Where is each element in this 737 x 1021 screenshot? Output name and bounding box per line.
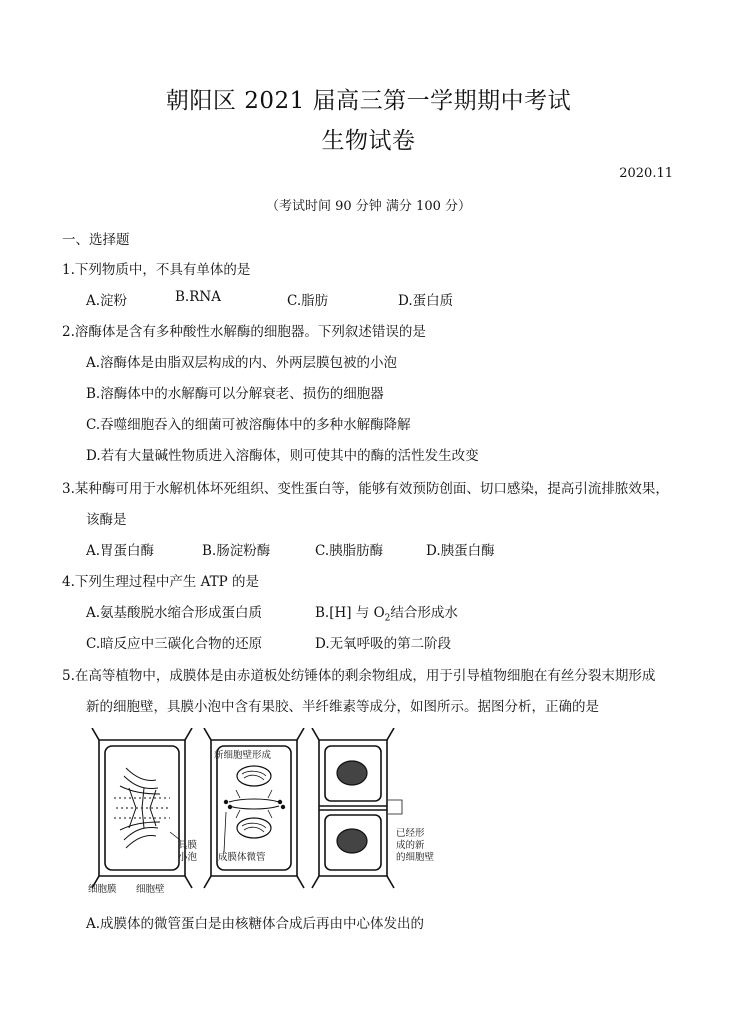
panel1-wall-right bbox=[185, 728, 192, 888]
label-new-wall-forming: 新细胞壁形成 bbox=[214, 750, 272, 761]
label-formed-wall-line2: 成的新 bbox=[396, 840, 425, 851]
panel2-wall-left bbox=[204, 728, 211, 888]
exam-date: 2020.11 bbox=[619, 166, 673, 181]
q1-stem: 1.下列物质中，不具有单体的是 bbox=[62, 262, 251, 278]
exam-note: （考试时间 90 分钟 满分 100 分） bbox=[265, 199, 472, 214]
q3-stem-cont: 该酶是 bbox=[86, 512, 127, 528]
q3-option-a: A.胃蛋白酶 bbox=[86, 543, 155, 559]
label-cell-wall: 细胞壁 bbox=[136, 884, 165, 895]
q1-option-b: B.RNA bbox=[175, 289, 221, 305]
exam-subtitle: 生物试卷 bbox=[321, 128, 416, 154]
q2-option-c: C.吞噬细胞吞入的细菌可被溶酶体中的多种水解酶降解 bbox=[86, 417, 411, 433]
cell-division-figure bbox=[84, 728, 464, 898]
q2-option-a: A.溶酶体是由脂双层构成的内、外两层膜包被的小泡 bbox=[86, 355, 398, 371]
q4-option-a: A.氨基酸脱水缩合形成蛋白质 bbox=[86, 605, 263, 621]
label-formed-wall-line3: 的细胞壁 bbox=[396, 852, 435, 863]
q1-option-a: A.淀粉 bbox=[86, 293, 128, 309]
q2-stem: 2.溶酶体是含有多种酸性水解酶的细胞器。下列叙述错误的是 bbox=[62, 324, 426, 340]
panel3-wall-right bbox=[387, 728, 394, 888]
q1-option-c: C.脂肪 bbox=[287, 293, 329, 309]
exam-title: 朝阳区 2021 届高三第一学期期中考试 bbox=[165, 88, 572, 114]
panel2-nuclei bbox=[229, 766, 279, 838]
label-vesicle-line2: 小泡 bbox=[178, 852, 198, 863]
label-phragmoplast-microtubule: 成膜体微管 bbox=[218, 852, 266, 863]
q2-option-b: B.溶酶体中的水解酶可以分解衰老、损伤的细胞器 bbox=[86, 386, 384, 402]
q2-option-d: D.若有大量碱性物质进入溶酶体，则可使其中的酶的活性发生改变 bbox=[86, 448, 479, 464]
label-vesicle-line1: 具膜 bbox=[178, 840, 198, 851]
q5-option-a: A.成膜体的微管蛋白是由核糖体合成后再由中心体发出的 bbox=[86, 916, 425, 932]
label-formed-wall-line1: 已经形 bbox=[396, 828, 425, 839]
cell-division-diagram bbox=[84, 728, 464, 898]
panel3-nuclei bbox=[337, 761, 367, 853]
q4-option-b-part2: 结合形成水 bbox=[390, 605, 458, 621]
figure-leader-lines bbox=[170, 800, 402, 852]
label-cell-membrane: 细胞膜 bbox=[88, 884, 117, 895]
q4-option-b bbox=[315, 601, 458, 624]
q3-option-c: C.胰脂肪酶 bbox=[315, 543, 384, 559]
panel3-wall-left bbox=[312, 728, 319, 888]
q5-stem: 5.在高等植物中，成膜体是由赤道板处纺锤体的剩余物组成，用于引导植物细胞在有丝分裂末期形成 bbox=[62, 668, 656, 684]
q4-option-d: D.无氧呼吸的第二阶段 bbox=[315, 636, 452, 652]
q1-option-d: D.蛋白质 bbox=[398, 293, 454, 309]
q4-option-c: C.暗反应中三碳化合物的还原 bbox=[86, 636, 263, 652]
section-heading: 一、选择题 bbox=[62, 232, 130, 248]
q3-option-d: D.胰蛋白酶 bbox=[426, 543, 495, 559]
q4-option-b-part1: B.[H] 与 O bbox=[315, 605, 385, 621]
panel3-walls bbox=[319, 740, 387, 876]
q5-stem-cont: 新的细胞壁，具膜小泡中含有果胶、半纤维素等成分，如图所示。据图分析，正确的是 bbox=[86, 699, 599, 715]
q3-stem: 3.某种酶可用于水解机体坏死组织、变性蛋白等，能够有效预防创面、切口感染，提高引流排脓效果， bbox=[62, 481, 669, 497]
panel1-wall-left bbox=[92, 728, 99, 888]
q4-stem: 4.下列生理过程中产生 ATP 的是 bbox=[62, 574, 260, 590]
panel1-chromosomes bbox=[114, 768, 170, 848]
panel2-wall-right bbox=[297, 728, 304, 888]
q3-option-b: B.肠淀粉酶 bbox=[202, 543, 271, 559]
q4-option-b-subscript: 2 bbox=[384, 613, 391, 624]
